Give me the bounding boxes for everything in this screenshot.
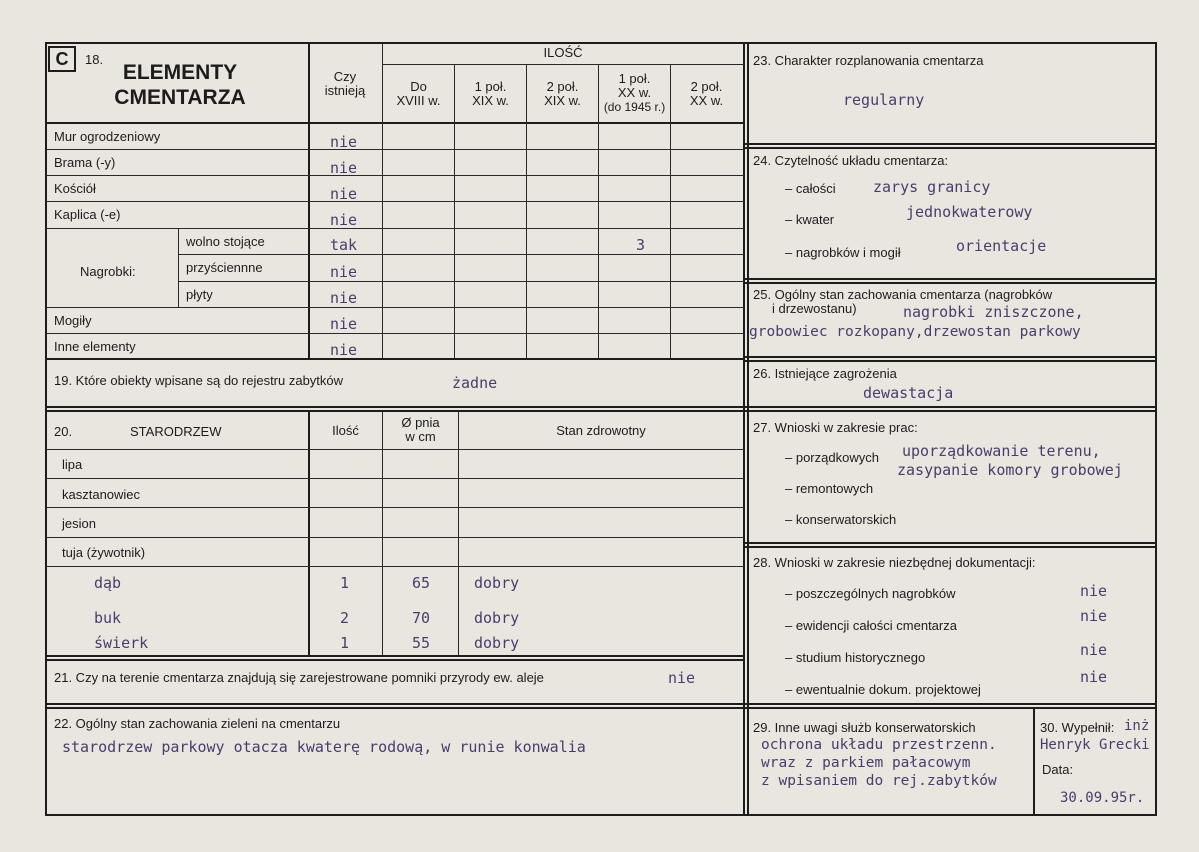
s20-number: 20. (54, 424, 73, 439)
nagrobki-row-label: płyty (186, 287, 213, 302)
tree-typed-state: dobry (474, 609, 520, 627)
s27-value-l2: zasypanie komory grobowej (897, 461, 1123, 479)
s18-row-label: Kaplica (-e) (54, 207, 121, 222)
nagrobki-row-label: przyściennne (186, 260, 263, 275)
nagrobki-row-value: nie (330, 263, 358, 281)
s29-label: 29. Inne uwagi służb konserwatorskich (753, 720, 976, 735)
s29-value-l3: z wpisaniem do rej.zabytków (761, 773, 997, 789)
s18-title-line1: ELEMENTY (122, 61, 238, 84)
period-header-2: 2 poł. XIX w. (544, 79, 581, 108)
s28-item-label: – ewidencji całości cmentarza (785, 618, 957, 633)
s24-label: 24. Czytelność układu cmentarza: (753, 153, 949, 168)
nagrobki-row-value: nie (330, 289, 358, 307)
s18-row-label: Mogiły (54, 313, 92, 328)
s24-item-value: orientacje (956, 237, 1047, 255)
s18-number: 18. (85, 52, 104, 67)
s28-item-value: nie (1080, 607, 1108, 625)
s28-item-value: nie (1080, 582, 1108, 600)
s28-label: 28. Wnioski w zakresie niezbędnej dokumentacji: (753, 555, 1036, 570)
s18-col-exist: Czy istnieją (324, 69, 366, 98)
section-letter-box (48, 46, 76, 72)
s25-label-l2: i drzewostanu) (772, 301, 857, 316)
s26-value: dewastacja (863, 384, 954, 402)
s25-label-l1: 25. Ogólny stan zachowania cmentarza (nagrobków (753, 287, 1053, 302)
period-header-1: 1 poł. XIX w. (472, 79, 509, 108)
s28-item-label: – poszczególnych nagrobków (785, 586, 956, 601)
s18-title-line2: CMENTARZA (114, 86, 246, 109)
s20-col-diam: Ø pnia w cm (401, 415, 440, 444)
s30-value-l2: Henryk Grecki (1040, 737, 1150, 753)
s25-value-l2: grobowiec rozkopany,drzewostan parkowy (749, 324, 1081, 340)
tree-row-label: kasztanowiec (62, 487, 141, 502)
s24-item-label: – kwater (785, 212, 835, 227)
s18-row-value: nie (330, 159, 358, 177)
s24-item-value: jednokwaterowy (906, 203, 1033, 221)
s22-value: starodrzew parkowy otacza kwaterę rodową, w runie konwalia (62, 738, 586, 756)
tree-typed-name: świerk (94, 634, 149, 652)
s18-row-label: Mur ogrodzeniowy (54, 129, 161, 144)
s18-row-value: nie (330, 315, 358, 333)
s27-item: – remontowych (785, 481, 874, 496)
s18-row-value: nie (330, 341, 358, 359)
tree-typed-state: dobry (474, 574, 520, 592)
s22-label: 22. Ogólny stan zachowania zieleni na cmentarzu (54, 716, 341, 731)
s24-item-value: zarys granicy (873, 178, 991, 196)
s18-row-label: Kościół (54, 181, 96, 196)
tree-row-label: tuja (żywotnik) (62, 545, 146, 560)
tree-typed-count: 1 (340, 574, 350, 592)
s30-label: 30. Wypełnił: (1040, 720, 1115, 735)
tree-typed-diam: 55 (412, 634, 431, 652)
tree-typed-state: dobry (474, 634, 520, 652)
s18-row-value: nie (330, 133, 358, 151)
s18-row-label: Brama (-y) (54, 155, 116, 170)
s28-item-value: nie (1080, 641, 1108, 659)
s20-col-state: Stan zdrowotny (556, 423, 646, 438)
s19-label: 19. Które obiekty wpisane są do rejestru zabytków (54, 373, 344, 388)
s30-date-label: Data: (1042, 762, 1074, 777)
s18-row-value: nie (330, 185, 358, 203)
s25-value-l1: nagrobki zniszczone, (903, 303, 1084, 321)
nagrobki-row-value: tak (330, 236, 358, 254)
period-header-4: 2 poł. XX w. (689, 79, 724, 108)
s18-row-value: nie (330, 211, 358, 229)
s27-item: – porządkowych (785, 450, 879, 465)
period-header-0: Do XVIII w. (396, 79, 441, 108)
s21-value: nie (668, 669, 696, 687)
s28-item-value: nie (1080, 668, 1108, 686)
s26-label: 26. Istniejące zagrożenia (753, 366, 897, 381)
s20-title: STARODRZEW (130, 424, 222, 439)
s21-label: 21. Czy na terenie cmentarza znajdują się zarejestrowane pomniki przyrody ew. aleje (54, 670, 544, 685)
s29-value-l1: ochrona układu przestrzenn. (761, 737, 997, 753)
s27-label: 27. Wnioski w zakresie prac: (753, 420, 918, 435)
s18-col-ilosc: ILOŚĆ (543, 45, 583, 60)
s24-item-label: – całości (785, 181, 836, 196)
s23-label: 23. Charakter rozplanowania cmentarza (753, 53, 984, 68)
s24-item-label: – nagrobków i mogił (785, 245, 901, 260)
nagrobki-row-label: wolno stojące (186, 234, 265, 249)
tree-row-label: lipa (62, 457, 83, 472)
s29-value-l2: wraz z parkiem pałacowym (761, 755, 971, 771)
section-letter: C (55, 49, 69, 69)
s18-row-label: Inne elementy (54, 339, 136, 354)
tree-typed-name: buk (94, 609, 122, 627)
s30-value-l1: inż (1124, 718, 1150, 734)
tree-typed-count: 2 (340, 609, 350, 627)
nagrobki-row-count: 3 (636, 236, 646, 254)
s27-value-l1: uporządkowanie terenu, (902, 442, 1101, 460)
tree-typed-name: dąb (94, 574, 122, 592)
period-header-3: 1 poł. XX w. (do 1945 r.) (603, 71, 666, 114)
tree-typed-diam: 70 (412, 609, 431, 627)
s20-col-count: Ilość (332, 423, 359, 438)
s28-item-label: – ewentualnie dokum. projektowej (785, 682, 981, 697)
s19-value: żadne (452, 374, 498, 392)
s23-value: regularny (843, 91, 925, 109)
tree-row-label: jesion (62, 516, 96, 531)
s27-item: – konserwatorskich (785, 512, 897, 527)
s30-date-value: 30.09.95r. (1060, 790, 1145, 806)
tree-typed-diam: 65 (412, 574, 431, 592)
s28-item-label: – studium historycznego (785, 650, 926, 665)
tree-typed-count: 1 (340, 634, 350, 652)
nagrobki-label: Nagrobki: (80, 264, 136, 279)
